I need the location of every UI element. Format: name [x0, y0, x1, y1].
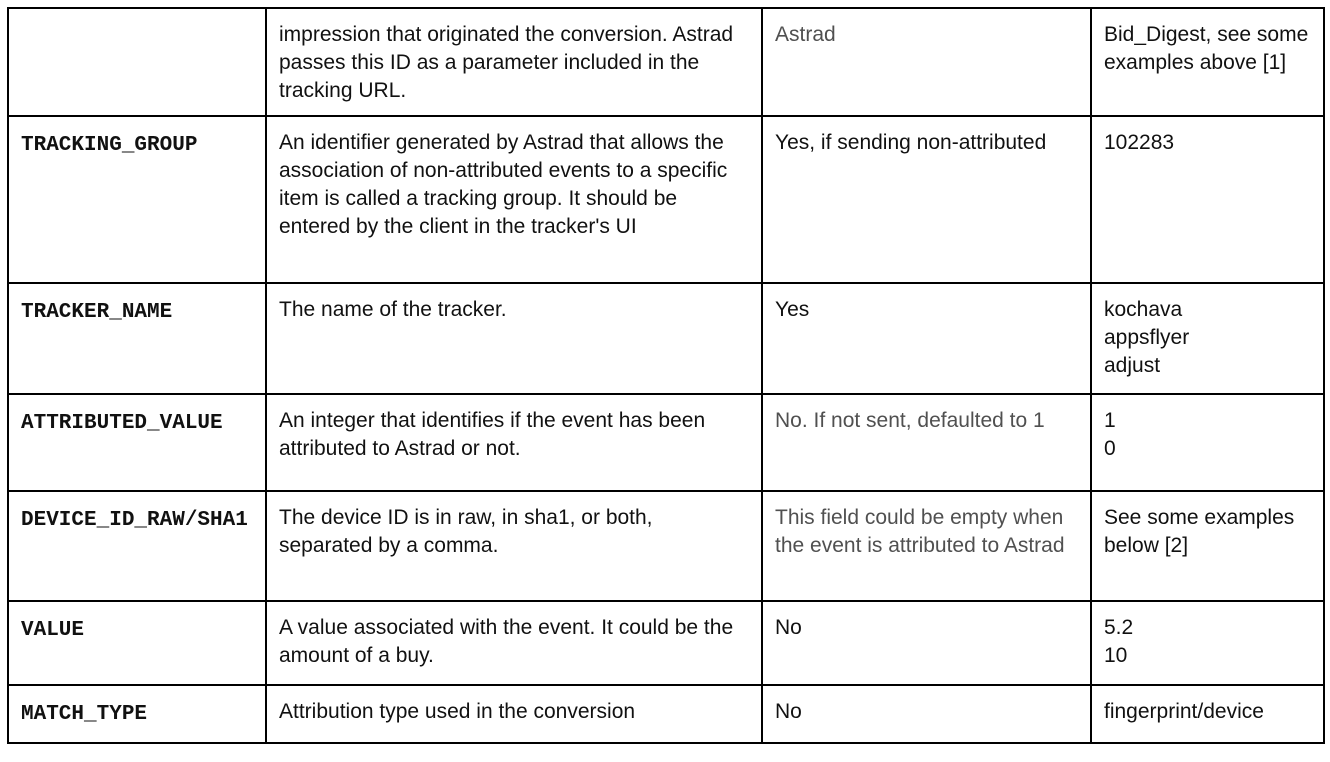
field-name-cell: ATTRIBUTED_VALUE	[8, 394, 266, 491]
examples-cell	[1091, 685, 1324, 743]
description-cell: An identifier generated by Astrad that allows the association of non-attributed events to a specific item is called a tracking group. It should be entered by the client in the tracker's UI	[266, 116, 762, 283]
parameters-table	[7, 7, 1325, 744]
description-cell: The name of the tracker.	[266, 283, 762, 394]
required-cell: Astrad	[762, 8, 1091, 116]
example-value: 102283	[1104, 131, 1175, 154]
example-value: adjust	[1104, 354, 1161, 377]
table-row	[8, 116, 1324, 283]
description-cell: The device ID is in raw, in sha1, or both, separated by a comma.	[266, 491, 762, 601]
examples-cell	[1091, 8, 1324, 116]
examples-cell	[1091, 601, 1324, 685]
description-cell: An integer that identifies if the event has been attributed to Astrad or not.	[266, 394, 762, 491]
example-value: 10	[1104, 644, 1128, 667]
field-name-cell: DEVICE_ID_RAW/SHA1	[8, 491, 266, 601]
example-value: kochava	[1104, 298, 1183, 321]
field-name-cell: MATCH_TYPE	[8, 685, 266, 743]
examples-cell	[1091, 394, 1324, 491]
example-value: appsflyer	[1104, 326, 1190, 349]
table-row	[8, 601, 1324, 685]
table-row	[8, 685, 1324, 743]
example-value: See some examples below [2]	[1104, 506, 1295, 557]
examples-cell	[1091, 491, 1324, 601]
required-cell: No	[762, 685, 1091, 743]
required-cell: No	[762, 601, 1091, 685]
required-cell: Yes, if sending non-attributed	[762, 116, 1091, 283]
description-cell: A value associated with the event. It could be the amount of a buy.	[266, 601, 762, 685]
examples-cell	[1091, 116, 1324, 283]
description-cell: Attribution type used in the conversion	[266, 685, 762, 743]
example-value: 1	[1104, 409, 1116, 432]
table-row	[8, 394, 1324, 491]
field-name-cell: VALUE	[8, 601, 266, 685]
required-cell: No. If not sent, defaulted to 1	[762, 394, 1091, 491]
required-cell: Yes	[762, 283, 1091, 394]
examples-cell	[1091, 283, 1324, 394]
example-value: fingerprint/device	[1104, 700, 1264, 723]
example-value: 0	[1104, 437, 1116, 460]
field-name-cell	[8, 8, 266, 116]
table-row	[8, 8, 1324, 116]
required-cell: This field could be empty when the event is attributed to Astrad	[762, 491, 1091, 601]
table-row	[8, 283, 1324, 394]
example-value: 5.2	[1104, 616, 1134, 639]
table-row	[8, 491, 1324, 601]
field-name-cell: TRACKER_NAME	[8, 283, 266, 394]
field-name-cell: TRACKING_GROUP	[8, 116, 266, 283]
example-value: Bid_Digest, see some examples above [1]	[1104, 23, 1309, 74]
description-cell: impression that originated the conversion. Astrad passes this ID as a parameter included in the tracking URL.	[266, 8, 762, 116]
